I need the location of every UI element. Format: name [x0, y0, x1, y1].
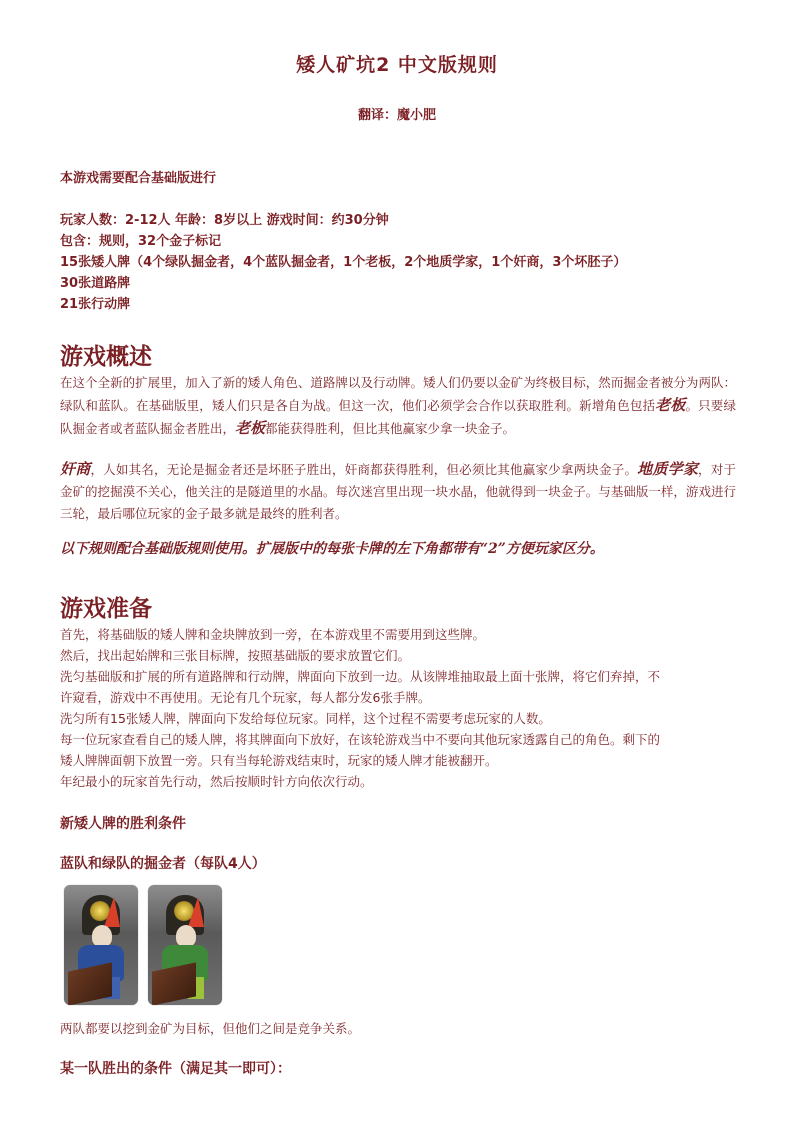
geologist-text: ，对于金矿的挖掘漠不关心，他关注的是隧道里的水晶。每次迷宫里出现一块水晶，他就得到一块金子。与基础版一样，游戏进行三轮，最后哪位玩家的金子最多就是最终的胜利者。 — [60, 462, 736, 521]
base-game-requirement: 本游戏需要配合基础版进行 — [60, 171, 217, 186]
path-cards-line: 30张道路牌 — [60, 276, 131, 291]
overview-text-1: 在这个全新的扩展里，加入了新的矮人角色、道路牌以及行动牌。矮人们仍要以金矿为终极目标，然而掘金者被分为两队：绿队和蓝队。在基础版里，矮人们只是各自为战。但这一次，他们必须学会合作以获取胜利。新增角色包括 — [60, 375, 736, 413]
setup-line: 首先，将基础版的矮人牌和金块牌放到一旁，在本游戏里不需要用到这些牌。 — [60, 627, 486, 642]
blue-gold-digger-card — [64, 885, 138, 1005]
translator-credit: 翻译：魔小肥 — [357, 108, 436, 123]
contents-line: 包含：规则，32个金子标记 — [60, 234, 222, 249]
profiteer-text: ，人如其名，无论是掘金者还是坏胚子胜出，奸商都获得胜利，但必须比其他赢家少拿两块金子。 — [90, 462, 638, 477]
game-info-line: 玩家人数：2-12人 年龄：8岁以上 游戏时间：约30分钟 — [60, 213, 389, 228]
profiteer-emphasis: 奸商 — [60, 460, 91, 478]
setup-line: 矮人牌牌面朝下放置一旁。只有当每轮游戏结束时，玩家的矮人牌才能被翻开。 — [60, 753, 498, 768]
expansion-note: 以下规则配合基础版规则使用。扩展版中的每张卡牌的左下角都带有“2”方便玩家区分。 — [60, 541, 604, 557]
green-gold-digger-card — [148, 885, 222, 1005]
win-condition-heading: 某一队胜出的条件（满足其一即可）： — [60, 1061, 291, 1077]
overview-text-3: 都能获得胜利，但比其他赢家少拿一块金子。 — [265, 421, 516, 436]
overview-text-2: 。只要绿队掘金者或者蓝队掘金者胜出， — [60, 398, 736, 436]
boss-emphasis-2: 老板 — [235, 419, 266, 437]
boss-emphasis: 老板 — [655, 396, 686, 414]
setup-line: 每一位玩家查看自己的矮人牌，将其牌面向下放好，在该轮游戏当中不要向其他玩家透露自己的角色。剩下的 — [60, 732, 661, 747]
setup-line: 然后，找出起始牌和三张目标牌，按照基础版的要求放置它们。 — [60, 648, 411, 663]
victory-conditions-heading: 新矮人牌的胜利条件 — [60, 816, 186, 832]
overview-paragraph — [60, 372, 736, 440]
setup-line: 洗匀基础版和扩展的所有道路牌和行动牌，牌面向下放到一边。从该牌堆抽取最上面十张牌，将它们弃掉，不 — [60, 669, 661, 684]
teams-description: 两队都要以挖到金矿为目标，但他们之间是竞争关系。 — [60, 1021, 361, 1036]
setup-line: 洗匀所有15张矮人牌，牌面向下发给每位玩家。同样，这个过程不需要考虑玩家的人数。 — [60, 711, 551, 726]
overview-heading: 游戏概述 — [60, 343, 152, 370]
teams-heading: 蓝队和绿队的掘金者（每队4人） — [60, 856, 266, 872]
setup-line: 许窥看，游戏中不再使用。无论有几个玩家，每人都分发6张手牌。 — [60, 690, 431, 705]
profiteer-paragraph — [60, 458, 736, 525]
action-cards-line: 21张行动牌 — [60, 297, 131, 312]
setup-line: 年纪最小的玩家首先行动，然后按顺时针方向依次行动。 — [60, 774, 373, 789]
setup-heading: 游戏准备 — [60, 595, 152, 622]
document-title: 矮人矿坑2 中文版规则 — [296, 54, 498, 76]
dwarf-cards-line: 15张矮人牌（4个绿队掘金者，4个蓝队掘金者，1个老板，2个地质学家，1个奸商，3个坏胚子） — [60, 255, 627, 270]
geologist-emphasis: 地质学家 — [637, 460, 699, 478]
